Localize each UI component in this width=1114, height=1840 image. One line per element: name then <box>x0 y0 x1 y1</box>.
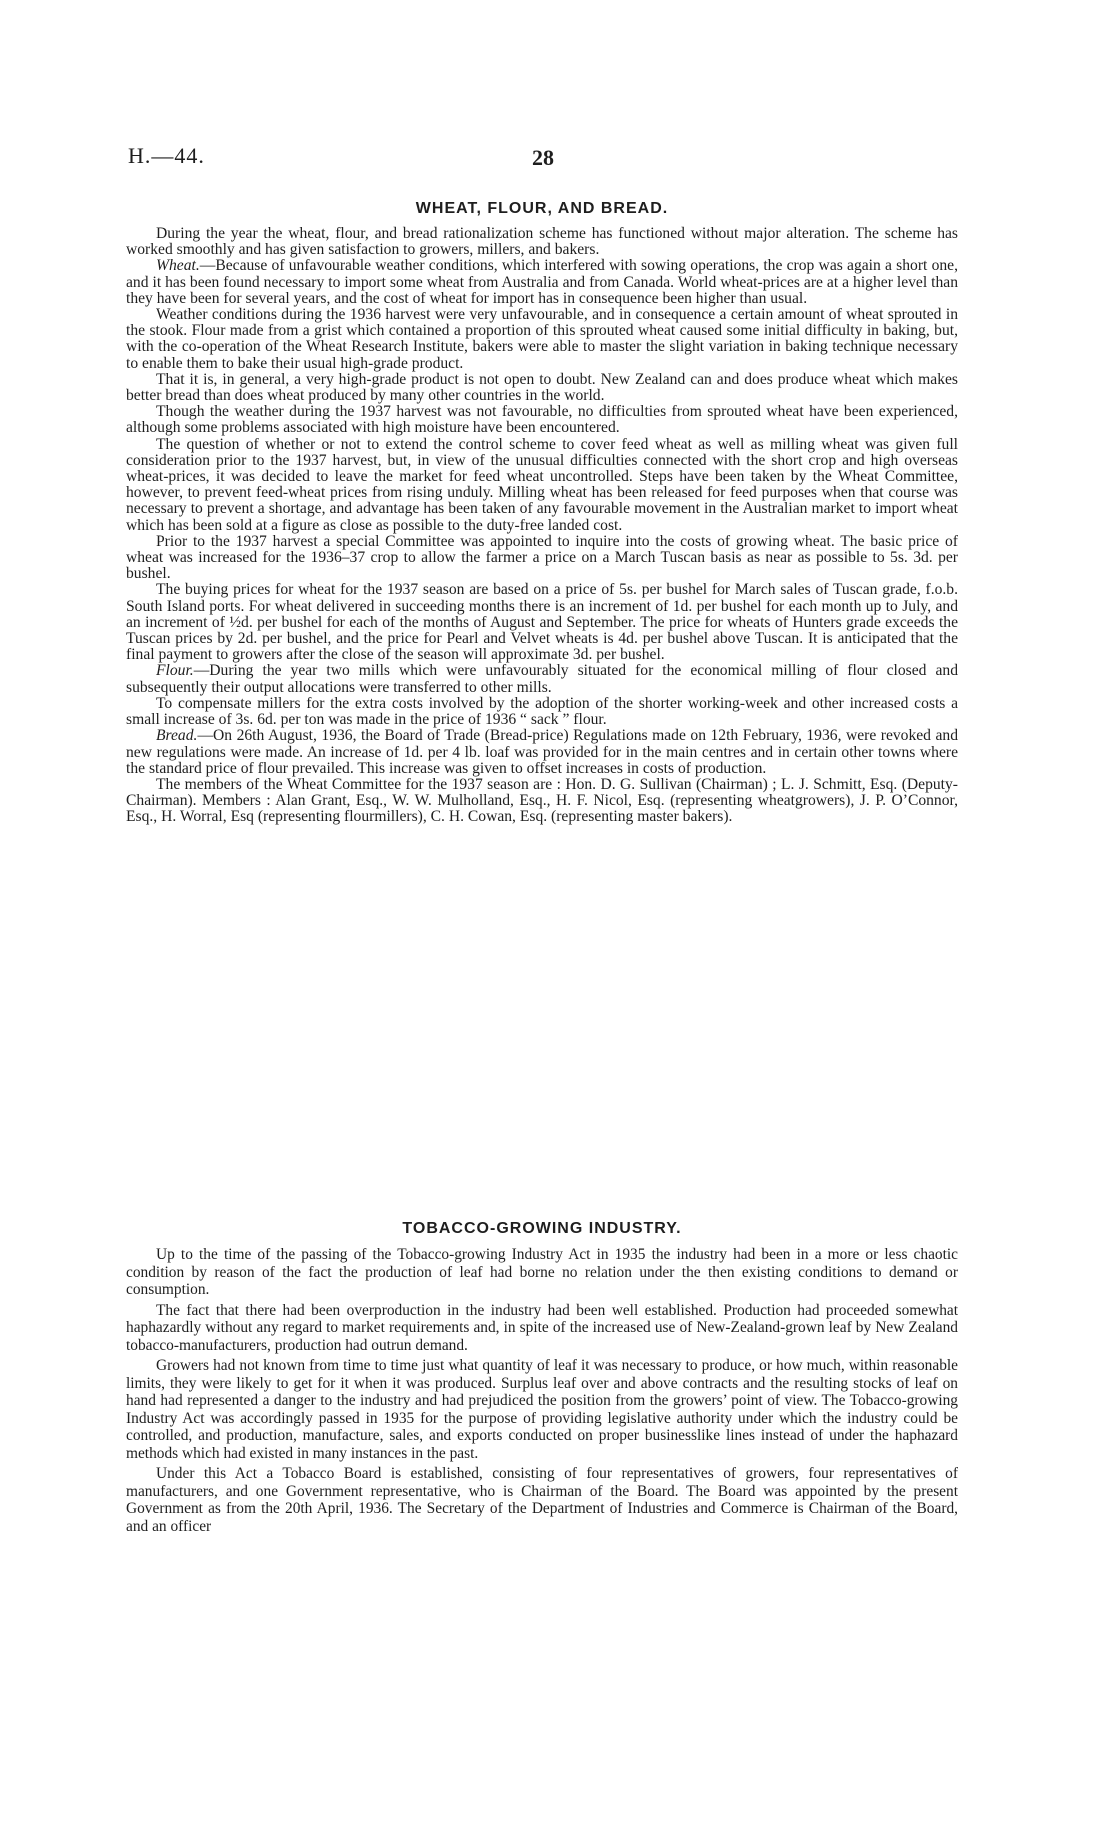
wheat-paragraph-2-text: —Because of unfavourable weather conditions, which interfered with sowing operations, the crop was again a short one, and it has been found necessary to import some wheat from Australia and from Canada. World wheat-prices are at a higher level than they have been for several years, and the cost of wheat for import has in consequence been higher than usual. <box>126 257 958 307</box>
wheat-subhead: Wheat. <box>156 257 200 275</box>
bread-subhead: Bread. <box>156 727 198 745</box>
wheat-paragraph-8: The buying prices for wheat for the 1937 season are based on a price of 5s. per bushel for March sales of Tuscan grade, f.o.b. South Island ports. For wheat delivered in succeeding months there is an increment of 1d. per bushel for each month up to July, and an increment of ½d. per bushel for each of the months of August and September. The price for wheats of Hunters grade exceeds the Tuscan prices by 2d. per bushel, and the price for Pearl and Velvet wheats is 4d. per bushel above Tuscan. It is anticipated that the final payment to growers after the close of the season will approximate 3d. per bushel. <box>126 581 958 664</box>
wheat-paragraph-5: Though the weather during the 1937 harvest was not favourable, no difficulties from sprouted wheat have been experienced, although some problems associated with high moisture have been encountered. <box>126 403 958 437</box>
wheat-paragraph-2 <box>126 258 958 307</box>
wheat-paragraph-4: That it is, in general, a very high-grade product is not open to doubt. New Zealand can and does produce wheat which makes better bread than does wheat produced by many other countries in the world. <box>126 370 958 405</box>
wheat-section <box>126 200 958 826</box>
tobacco-paragraph-4: Under this Act a Tobacco Board is established, consisting of four representatives of growers, four representatives of manufacturers, and one Government representative, who is Chairman of the Board. The Board was appointed by the present Government as from the 20th April, 1936. The Secretary of the Department of Industries and Commerce is Chairman of the Board, and an officer <box>126 1465 958 1535</box>
wheat-paragraph-7: Prior to the 1937 harvest a special Committee was appointed to inquire into the costs of growing wheat. The basic price of wheat was increased for the 1936–37 crop to allow the farmer a price on a March Tuscan basis as near as possible to 5s. 3d. per bushel. <box>126 532 958 583</box>
flour-paragraph-2: To compensate millers for the extra costs involved by the adoption of the shorter working-week and other increased costs a small increase of 3s. 6d. per ton was made in the price of 1936 “ sack ” flour. <box>126 694 958 729</box>
tobacco-paragraph-3: Growers had not known from time to time just what quantity of leaf it was necessary to produce, or how much, within reasonable limits, they were likely to get for it when it was produced. Surplus leaf over and above contracts and the resulting stocks of leaf on hand had represented a danger to the industry and had prejudiced the position from the growers’ point of view. The Tobacco-growing Industry Act was accordingly passed in 1935 for the purpose of providing legislative authority under which the industry could be controlled, and production, manufacture, sales, and exports conducted on proper businesslike lines instead of under the haphazard methods which had existed in many instances in the past. <box>126 1357 958 1462</box>
bread-paragraph <box>126 728 958 777</box>
page-header <box>0 143 1114 173</box>
flour-paragraph-text: —During the year two mills which were unfavourably situated for the economical milling of flour closed and subsequently their output allocations were transferred to other mills. <box>126 662 958 696</box>
page-number: 28 <box>532 145 554 170</box>
report-reference: H.—44. <box>128 143 205 168</box>
flour-paragraph <box>126 663 958 695</box>
bread-paragraph-text: —On 26th August, 1936, the Board of Trade (Bread-price) Regulations made on 12th February, 1936, were revoked and new regulations were made. An increase of 1d. per 4 lb. loaf was provided for in the main centres and in certain other towns where the standard price of flour prevailed. This increase was given to offset increases in costs of production. <box>126 727 958 777</box>
tobacco-section <box>126 1220 958 1538</box>
wheat-heading: WHEAT, FLOUR, AND BREAD. <box>415 200 669 217</box>
flour-subhead: Flour. <box>156 662 194 680</box>
tobacco-paragraph-1: Up to the time of the passing of the Tobacco-growing Industry Act in 1935 the industry had been in a more or less chaotic condition by reason of the fact the production of leaf had borne no relation under the then existing conditions to demand or consumption. <box>126 1246 958 1298</box>
wheat-paragraph-1: During the year the wheat, flour, and bread rationalization scheme has functioned without major alteration. The scheme has worked smoothly and has given satisfaction to growers, millers, and bakers. <box>126 225 958 259</box>
wheat-paragraph-3: Weather conditions during the 1936 harvest were very unfavourable, and in consequence a certain amount of wheat sprouted in the stook. Flour made from a grist which contained a proportion of this sprouted wheat caused some initial difficulty in baking, but, with the co-operation of the Wheat Research Institute, bakers were able to master the slight variation in baking technique necessary to enable them to bake their usual high-grade product. <box>126 306 958 372</box>
wheat-paragraph-6: The question of whether or not to extend the control scheme to cover feed wheat as well as milling wheat was given full consideration prior to the 1937 harvest, but, in view of the unusual difficulties connected with the short crop and high overseas wheat-prices, it was decided to leave the market for feed wheat uncontrolled. Steps have been taken by the Wheat Committee, however, to prevent feed-wheat prices from rising unduly. Milling wheat has been released for feed purposes when that course was necessary to prevent a shortage, and advantage has been taken of any favourable movement in the Australian market to import wheat which has been sold at a figure as close as possible to the duty-free landed cost. <box>126 435 958 534</box>
tobacco-paragraph-2: The fact that there had been overproduction in the industry had been well established. Production had proceeded somewhat haphazardly without any regard to market requirements and, in spite of the increased use of New-Zealand-grown leaf by New Zealand tobacco-manufacturers, production had outrun demand. <box>126 1301 958 1354</box>
committee-paragraph: The members of the Wheat Committee for the 1937 season are : Hon. D. G. Sullivan (Chairman) ; L. J. Schmitt, Esq. (Deputy-Chairman). Members : Alan Grant, Esq., W. W. Mulholland, Esq., H. F. Nicol, Esq. (representing wheatgrowers), J. P. O’Connor, Esq., H. Worral, Esq (representing flourmillers), C. H. Cowan, Esq. (representing master bakers). <box>126 775 958 826</box>
tobacco-heading: TOBACCO-GROWING INDUSTRY. <box>402 1220 682 1237</box>
